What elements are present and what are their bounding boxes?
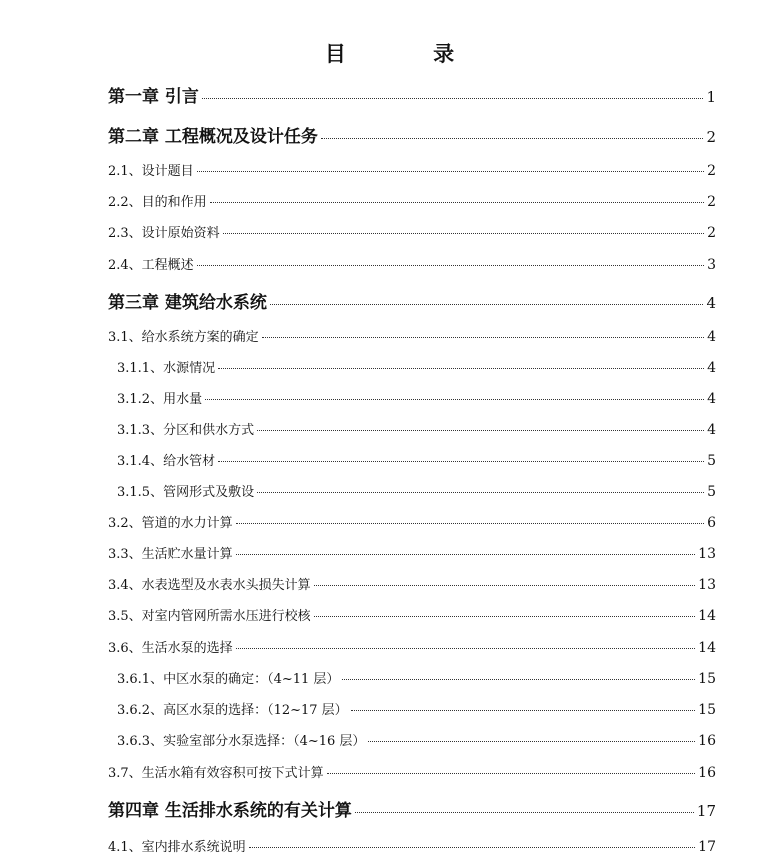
toc-entry-label: 3.3、生活贮水量计算 <box>108 547 233 562</box>
dot-leader <box>236 648 695 649</box>
toc-entry-label: 3.6.3、实验室部分水泵选择：（4~16 层） <box>117 734 366 749</box>
toc-entry-section[interactable] <box>108 191 716 210</box>
toc-entry-section[interactable] <box>108 605 716 624</box>
toc-entry-page-number: 4 <box>707 391 716 407</box>
toc-entry-page-number: 17 <box>698 839 716 855</box>
toc-entry-section[interactable] <box>108 326 716 345</box>
toc-entry-page-number: 4 <box>707 360 716 376</box>
toc-entry-sub[interactable] <box>117 481 716 500</box>
dot-leader <box>202 98 704 99</box>
toc-entry-page-number: 14 <box>698 608 716 624</box>
toc-entry-label: 3.1.3、分区和供水方式 <box>117 423 255 438</box>
toc-entry-label: 2.2、目的和作用 <box>108 195 207 210</box>
dot-leader <box>257 430 704 431</box>
toc-entry-label: 3.5、对室内管网所需水压进行校核 <box>108 609 311 624</box>
dot-leader <box>321 138 704 139</box>
toc-entry-section[interactable] <box>108 762 716 781</box>
toc-entry-label: 3.6、生活水泵的选择 <box>108 641 233 656</box>
toc-entry-chapter[interactable] <box>108 82 716 107</box>
toc-entry-section[interactable] <box>108 222 716 241</box>
toc-entry-page-number: 14 <box>698 640 716 656</box>
toc-entry-label: 3.1.5、管网形式及敷设 <box>117 485 255 500</box>
dot-leader <box>314 585 695 586</box>
toc-entry-chapter[interactable] <box>108 122 716 147</box>
toc-entry-page-number: 2 <box>706 128 716 146</box>
toc-entry-section[interactable] <box>108 543 716 562</box>
toc-entry-label: 3.1、给水系统方案的确定 <box>108 330 259 345</box>
toc-entry-page-number: 16 <box>698 765 716 781</box>
toc-entry-label: 3.1.2、用水量 <box>117 392 203 407</box>
toc-entry-label: 3.4、水表选型及水表水头损失计算 <box>108 578 311 593</box>
dot-leader <box>218 368 704 369</box>
dot-leader <box>262 337 704 338</box>
toc-entry-label: 2.3、设计原始资料 <box>108 226 220 241</box>
toc-entry-section[interactable] <box>108 574 716 593</box>
toc-entry-section[interactable] <box>108 254 716 273</box>
toc-entry-sub[interactable] <box>117 668 716 687</box>
dot-leader <box>355 812 694 813</box>
toc-entry-label: 3.2、管道的水力计算 <box>108 516 233 531</box>
toc-entry-label: 3.6.2、高区水泵的选择：（12~17 层） <box>117 703 348 718</box>
page-title: 目 录 <box>324 41 495 66</box>
dot-leader <box>327 773 695 774</box>
toc-entry-chapter[interactable] <box>108 288 716 313</box>
toc-entry-label: 第二章 工程概况及设计任务 <box>108 127 318 147</box>
dot-leader <box>197 265 704 266</box>
toc-entry-sub[interactable] <box>117 357 716 376</box>
dot-leader <box>368 741 695 742</box>
toc-entry-page-number: 2 <box>707 225 716 241</box>
toc-entry-page-number: 1 <box>706 88 716 106</box>
toc-entry-page-number: 4 <box>707 329 716 345</box>
toc-entry-label: 3.6.1、中区水泵的确定：（4~11 层） <box>117 672 340 687</box>
toc-entry-label: 第三章 建筑给水系统 <box>108 293 267 313</box>
toc-entry-page-number: 15 <box>698 702 716 718</box>
toc-entry-page-number: 13 <box>698 546 716 562</box>
toc-entry-section[interactable] <box>108 836 716 855</box>
toc-entry-sub[interactable] <box>117 419 716 438</box>
toc-entry-section[interactable] <box>108 637 716 656</box>
dot-leader <box>249 847 695 848</box>
toc-entry-page-number: 13 <box>698 577 716 593</box>
dot-leader <box>257 492 704 493</box>
toc-entry-label: 3.1.4、给水管材 <box>117 454 216 469</box>
dot-leader <box>270 304 704 305</box>
toc-entry-page-number: 5 <box>707 484 716 500</box>
dot-leader <box>342 679 695 680</box>
toc-entry-sub[interactable] <box>117 388 716 407</box>
toc-entry-page-number: 16 <box>698 733 716 749</box>
dot-leader <box>236 523 704 524</box>
toc-entry-page-number: 15 <box>698 671 716 687</box>
toc-entry-label: 2.1、设计题目 <box>108 164 194 179</box>
toc-entry-page-number: 6 <box>707 515 716 531</box>
toc-entry-label: 第四章 生活排水系统的有关计算 <box>108 801 352 821</box>
toc-entry-page-number: 5 <box>707 453 716 469</box>
toc-entry-page-number: 17 <box>696 802 716 820</box>
dot-leader <box>210 202 704 203</box>
dot-leader <box>236 554 695 555</box>
toc-entry-page-number: 3 <box>707 257 716 273</box>
toc-entry-label: 第一章 引言 <box>108 87 199 107</box>
toc-entry-label: 4.1、室内排水系统说明 <box>108 840 246 855</box>
toc-entry-label: 3.1.1、水源情况 <box>117 361 216 376</box>
toc-entry-section[interactable] <box>108 512 716 531</box>
toc-entry-chapter[interactable] <box>108 796 716 821</box>
dot-leader <box>205 399 704 400</box>
dot-leader <box>351 710 695 711</box>
toc-entry-sub[interactable] <box>117 699 716 718</box>
dot-leader <box>223 233 704 234</box>
toc-entry-sub[interactable] <box>117 450 716 469</box>
toc-entry-section[interactable] <box>108 160 716 179</box>
toc-entry-page-number: 4 <box>706 294 716 312</box>
dot-leader <box>197 171 704 172</box>
toc-entry-label: 2.4、工程概述 <box>108 258 194 273</box>
toc-entry-page-number: 2 <box>707 194 716 210</box>
dot-leader <box>218 461 704 462</box>
toc-entry-label: 3.7、生活水箱有效容积可按下式计算 <box>108 766 324 781</box>
toc-entry-page-number: 4 <box>707 422 716 438</box>
toc-entry-page-number: 2 <box>707 163 716 179</box>
dot-leader <box>314 616 695 617</box>
toc-entry-sub[interactable] <box>117 730 716 749</box>
